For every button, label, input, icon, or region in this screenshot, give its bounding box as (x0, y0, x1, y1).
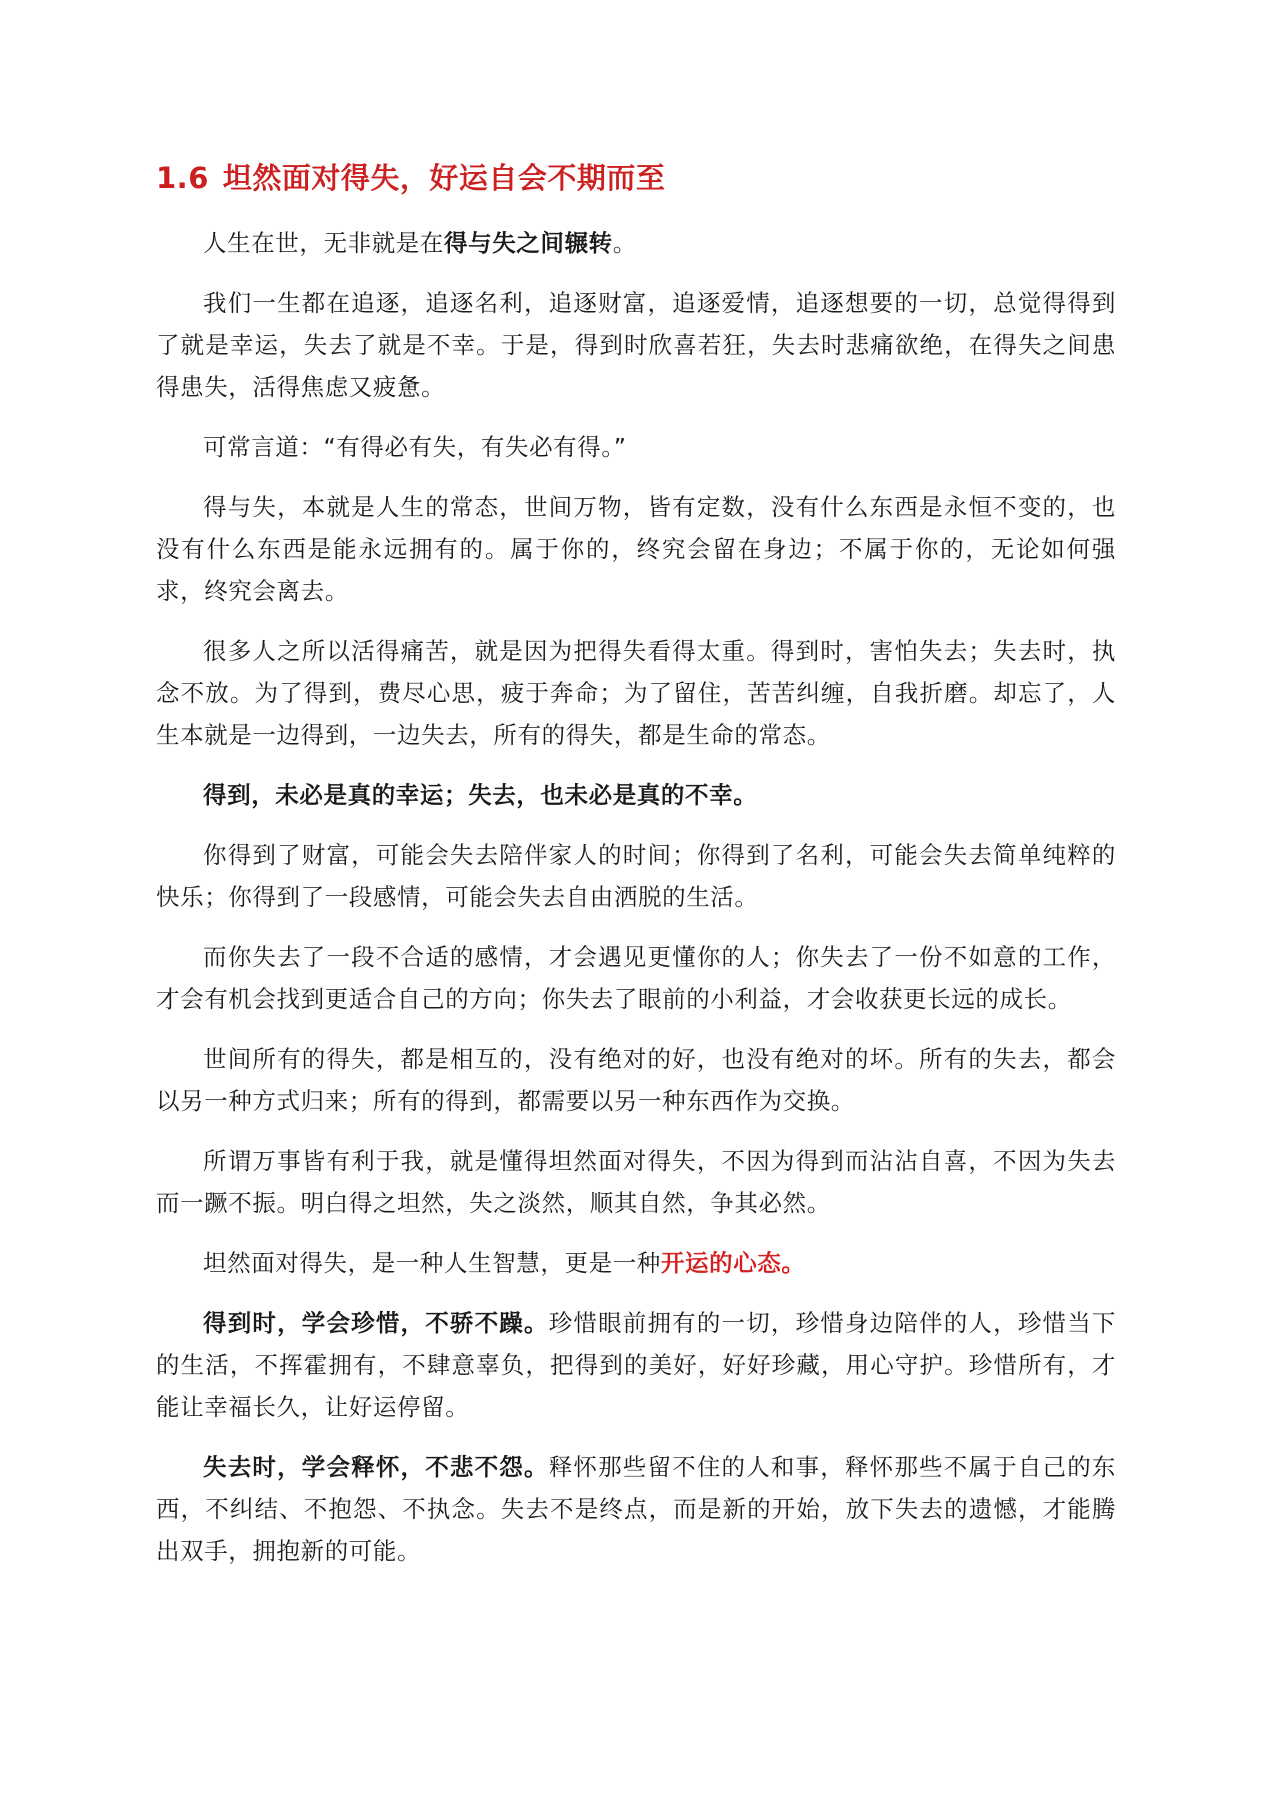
paragraph-1-text: 人生在世，无非就是在 (203, 229, 444, 257)
paragraph-1-emphasis: 得与失之间辗转 (444, 229, 613, 257)
paragraph-1-end: 。 (612, 229, 637, 257)
section-number: 1.6 (156, 161, 209, 195)
paragraph-12 (156, 1302, 1116, 1428)
paragraph-8: 而你失去了一段不合适的感情，才会遇见更懂你的人；你失去了一份不如意的工作，才会有机会找到更适合自己的方向；你失去了眼前的小利益，才会收获更长远的成长。 (156, 943, 1116, 1013)
paragraph-1 (156, 222, 1116, 264)
paragraph-13-text: 释怀那些留不住的人和事，释怀那些不属于自己的东西，不纠结、不抱怨、不执念。失去不是终点，而是新的开始，放下失去的遗憾，才能腾出双手，拥抱新的可能。 (156, 1453, 1116, 1565)
paragraph-9: 世间所有的得失，都是相互的，没有绝对的好，也没有绝对的坏。所有的失去，都会以另一种方式归来；所有的得到，都需要以另一种东西作为交换。 (156, 1045, 1116, 1115)
paragraph-13 (156, 1446, 1116, 1572)
paragraph-12-text: 珍惜眼前拥有的一切，珍惜身边陪伴的人，珍惜当下的生活，不挥霍拥有，不肆意辜负，把得到的美好，好好珍藏，用心守护。珍惜所有，才能让幸福长久，让好运停留。 (156, 1309, 1116, 1421)
paragraph-11-text: 坦然面对得失，是一种人生智慧，更是一种 (203, 1249, 661, 1277)
paragraph-13-lead: 失去时，学会释怀，不悲不怨。 (203, 1453, 549, 1481)
paragraph-6-bold: 得到，未必是真的幸运；失去，也未必是真的不幸。 (203, 781, 758, 809)
paragraph-11 (156, 1242, 1116, 1284)
section-title (156, 158, 1116, 198)
paragraph-7: 你得到了财富，可能会失去陪伴家人的时间；你得到了名利，可能会失去简单纯粹的快乐；你得到了一段感情，可能会失去自由洒脱的生活。 (156, 841, 1116, 911)
section-title-text: 坦然面对得失，好运自会不期而至 (222, 161, 666, 195)
paragraph-4: 得与失，本就是人生的常态，世间万物，皆有定数，没有什么东西是永恒不变的，也没有什么东西是能永远拥有的。属于你的，终究会留在身边；不属于你的，无论如何强求，终究会离去。 (156, 493, 1116, 605)
paragraph-11-highlight: 开运的心态。 (660, 1249, 806, 1277)
paragraph-2: 我们一生都在追逐，追逐名利，追逐财富，追逐爱情，追逐想要的一切，总觉得得到了就是幸运，失去了就是不幸。于是，得到时欣喜若狂，失去时悲痛欲绝，在得失之间患得患失，活得焦虑又疲惫。 (156, 289, 1116, 401)
paragraph-10: 所谓万事皆有利于我，就是懂得坦然面对得失，不因为得到而沾沾自喜，不因为失去而一蹶不振。明白得之坦然，失之淡然，顺其自然，争其必然。 (156, 1147, 1116, 1217)
document-page (156, 158, 1116, 1590)
paragraph-3-quote: 可常言道：“有得必有失，有失必有得。” (203, 433, 627, 461)
paragraph-5: 很多人之所以活得痛苦，就是因为把得失看得太重。得到时，害怕失去；失去时，执念不放。为了得到，费尽心思，疲于奔命；为了留住，苦苦纠缠，自我折磨。却忘了，人生本就是一边得到，一边失去，所有的得失，都是生命的常态。 (156, 637, 1116, 749)
paragraph-12-lead: 得到时，学会珍惜，不骄不躁。 (203, 1309, 549, 1337)
